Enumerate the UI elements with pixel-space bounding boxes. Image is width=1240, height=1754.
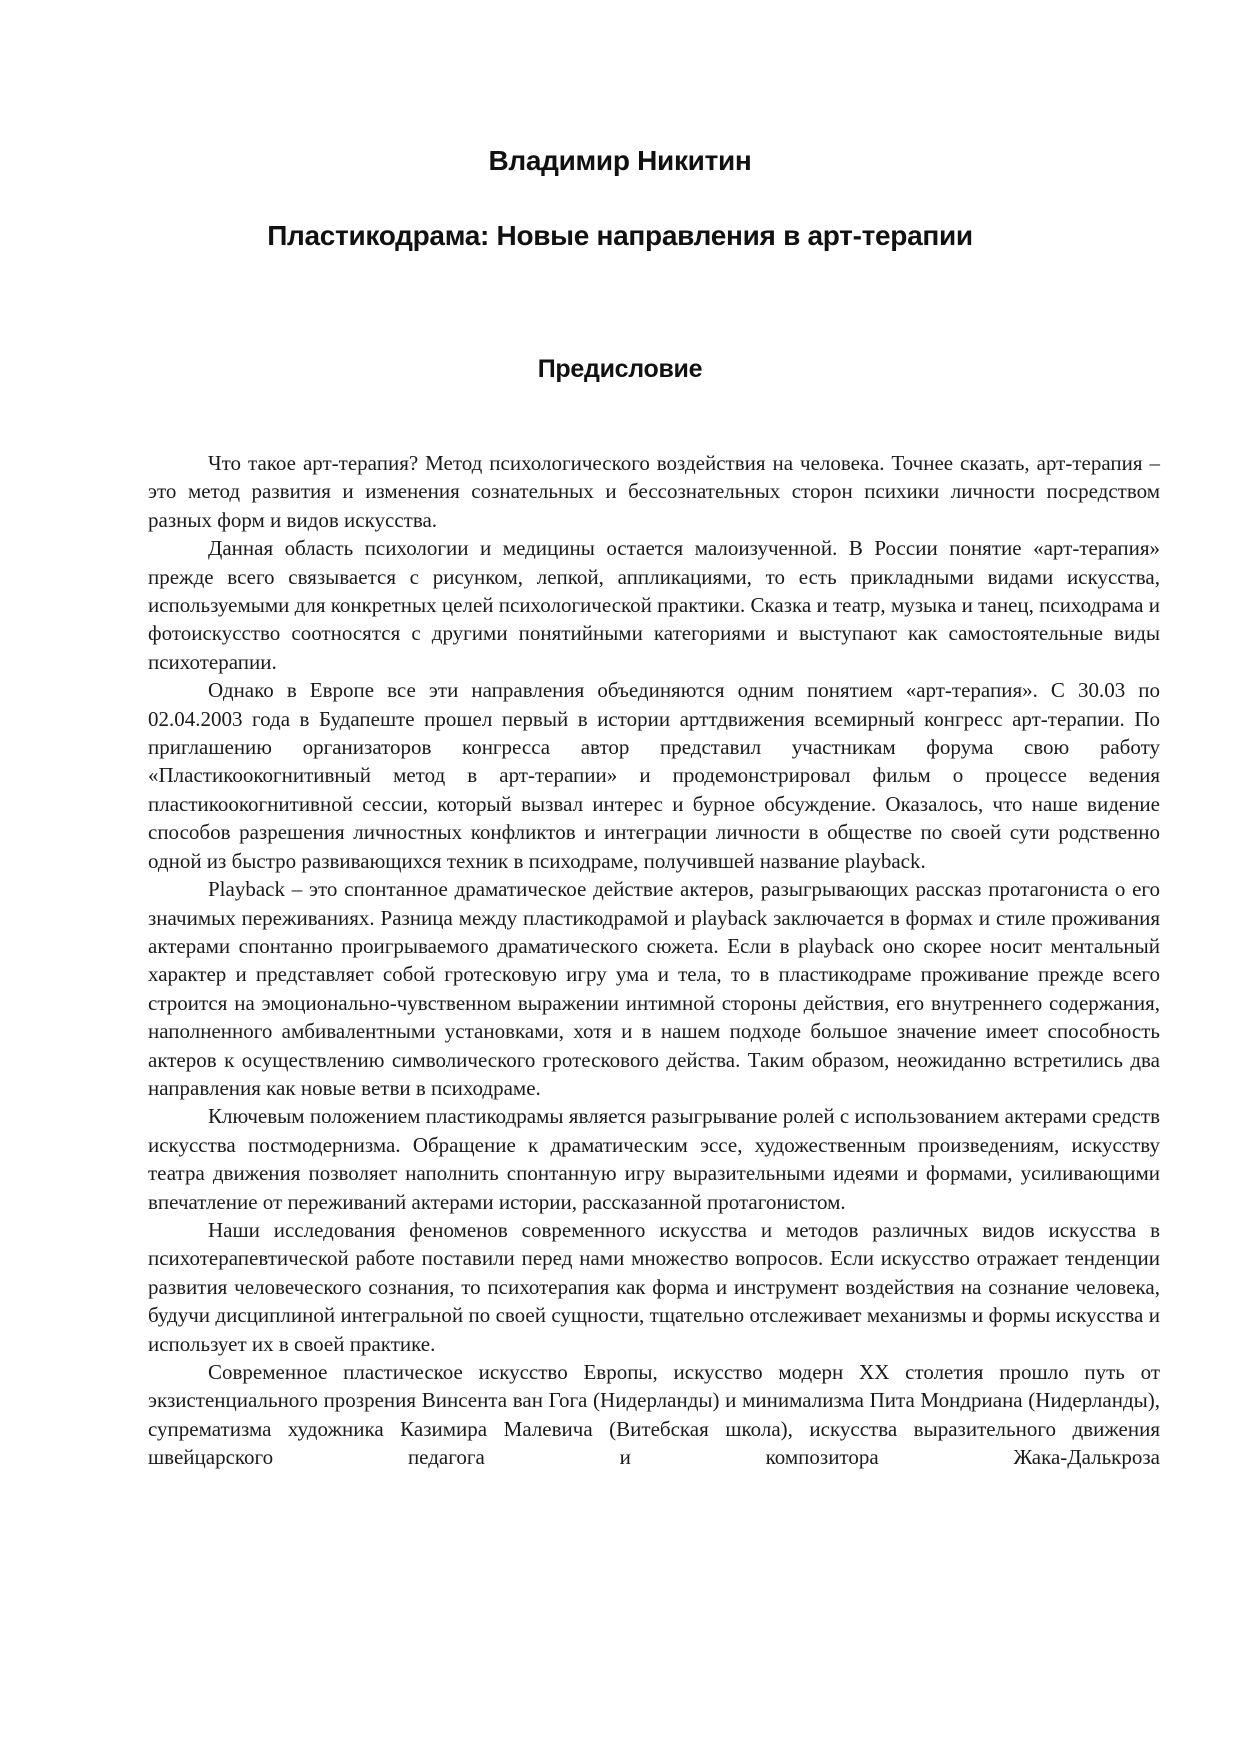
- paragraph: Однако в Европе все эти направления объединяются одним понятием «арт-терапия». С 30.03 по 02.04.2003 года в Будапеште прошел первый в истории арттдвижения всемирный конгресс арт-терапии. По приглашению организаторов конгресса автор представил участникам форума свою работу «Пластикоокогнитивный метод в арт-терапии» и продемонстрировал фильм о процессе ведения пластикоокогнитивной сессии, который вызвал интерес и бурное обсуждение. Оказалось, что наше видение способов разрешения личностных конфликтов и интеграции личности в обществе по своей сути родственно одной из быстро развивающихся техник в психодраме, получившей название playback.: [148, 678, 1160, 873]
- paragraph: Современное пластическое искусство Европы, искусство модерн XX столетия прошло путь от экзистенциального прозрения Винсента ван Гога (Нидерланды) и минимализма Пита Мондриана (Нидерланды), супрематизма художника Казимира Малевича (Витебская школа), искусства выразительного движения швейцарского педагога и композитора Жака-Далькроза: [148, 1360, 1160, 1470]
- paragraph: Ключевым положением пластикодрамы является разыгрывание ролей с использованием актерами средств искусства постмодернизма. Обращение к драматическим эссе, художественным произведениям, искусству театра движения позволяет наполнить спонтанную игру выразительными идеями и формами, усиливающими впечатление от переживаний актерами истории, рассказанной протагонистом.: [148, 1104, 1160, 1214]
- body-text: [148, 449, 1160, 1472]
- paragraph: Playback – это спонтанное драматическое действие актеров, разыгрывающих рассказ протагониста о его значимых переживаниях. Разница между пластикодрамой и playback заключается в формах и стиле проживания актерами спонтанно проигрываемого драматического сюжета. Если в playback оно скорее носит ментальный характер и представляет собой гротесковую игру ума и тела, то в пластикодраме проживание прежде всего строится на эмоционально-чувственном выражении интимной стороны действия, его внутреннего содержания, наполненного амбивалентными установками, хотя и в нашем подходе большое значение имеет способность актеров к осуществлению символического гротескового действа. Таким образом, неожиданно встретились два направления как новые ветви в психодраме.: [148, 877, 1160, 1100]
- author-name: Владимир Никитин: [488, 145, 752, 176]
- paragraph: Наши исследования феноменов современного искусства и методов различных видов искусства в психотерапевтической работе поставили перед нами множество вопросов. Если искусство отражает тенденции развития человеческого сознания, то психотерапия как форма и инструмент воздействия на сознание человека, будучи дисциплиной интегральной по своей сущности, тщательно отслеживает механизмы и формы искусства и использует их в своей практике.: [148, 1217, 1160, 1356]
- paragraph: Что такое арт-терапия? Метод психологического воздействия на человека. Точнее сказать, арт-терапия – это метод развития и изменения сознательных и бессознательных сторон психики личности посредством разных форм и видов искусства.: [148, 451, 1160, 532]
- section-heading: Предисловие: [537, 355, 703, 383]
- paragraph: Данная область психологии и медицины остается малоизученной. В России понятие «арт-терапия» прежде всего связывается с рисунком, лепкой, аппликациями, то есть прикладными видами искусства, используемыми для конкретных целей психологической практики. Сказка и театр, музыка и танец, психодрама и фотоискусство соотносятся с другими понятийными категориями и выступают как самостоятельные виды психотерапии.: [148, 536, 1160, 674]
- document-title: Пластикодрама: Новые направления в арт-терапии: [267, 220, 973, 251]
